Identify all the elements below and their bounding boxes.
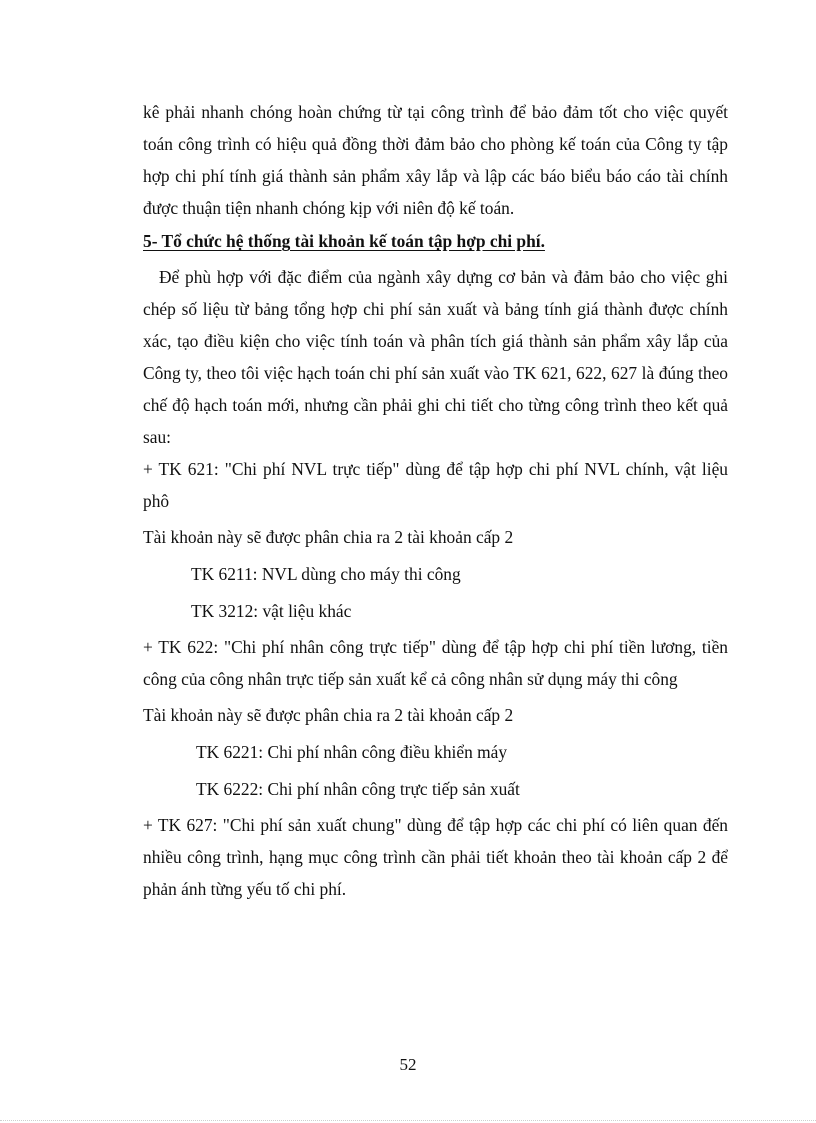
tk6211-item: TK 6211: NVL dùng cho máy thi công (191, 564, 461, 584)
tk621-paragraph: + TK 621: "Chi phí NVL trực tiếp" dùng để tập hợp chi phí NVL chính, vật liệu phô (143, 459, 728, 511)
section-heading: 5- Tổ chức hệ thống tài khoản kế toán tập hợp chi phí. (143, 231, 545, 251)
tk3212-item: TK 3212: vật liệu khác (191, 601, 352, 621)
page-bottom-divider (0, 1120, 816, 1121)
intro-paragraph: kê phải nhanh chóng hoàn chứng từ tại công trình để bảo đảm tốt cho việc quyết toán công trình có hiệu quả đồng thời đảm bảo cho phòng kế toán của Công ty tập hợp chi phí tính giá thành sản phẩm xây lắp và lập các báo biểu báo cáo tài chính được thuận tiện nhanh chóng kịp với niên độ kế toán. (143, 102, 728, 218)
page-number: 52 (399, 1055, 417, 1074)
body-paragraph: Để phù hợp với đặc điểm của ngành xây dựng cơ bản và đảm bảo cho việc ghi chép số liệu từ bảng tổng hợp chi phí sản xuất và bảng tính giá thành được chính xác, tạo điều kiện cho việc tính toán và phân tích giá thành sản phẩm xây lắp của Công ty, theo tôi việc hạch toán chi phí sản xuất vào TK 621, 622, 627 là đúng theo chế độ hạch toán mới, nhưng cần phải ghi chi tiết cho từng công trình theo kết quả sau: (143, 267, 728, 447)
tk627-paragraph: + TK 627: "Chi phí sản xuất chung" dùng để tập hợp các chi phí có liên quan đến nhiều công trình, hạng mục công trình cần phải tiết khoản theo tài khoản cấp 2 để phản ánh từng yếu tố chi phí. (143, 815, 728, 899)
tk622-split-paragraph: Tài khoản này sẽ được phân chia ra 2 tài khoản cấp 2 (143, 705, 514, 725)
tk6221-item: TK 6221: Chi phí nhân công điều khiển máy (196, 742, 508, 762)
page-body (143, 96, 728, 905)
tk622-paragraph: + TK 622: "Chi phí nhân công trực tiếp" dùng để tập hợp chi phí tiền lương, tiền công của công nhân trực tiếp sản xuất kể cả công nhân sử dụng máy thi công (143, 637, 728, 689)
tk6222-item: TK 6222: Chi phí nhân công trực tiếp sản xuất (196, 779, 520, 799)
tk621-split-paragraph: Tài khoản này sẽ được phân chia ra 2 tài khoản cấp 2 (143, 527, 514, 547)
